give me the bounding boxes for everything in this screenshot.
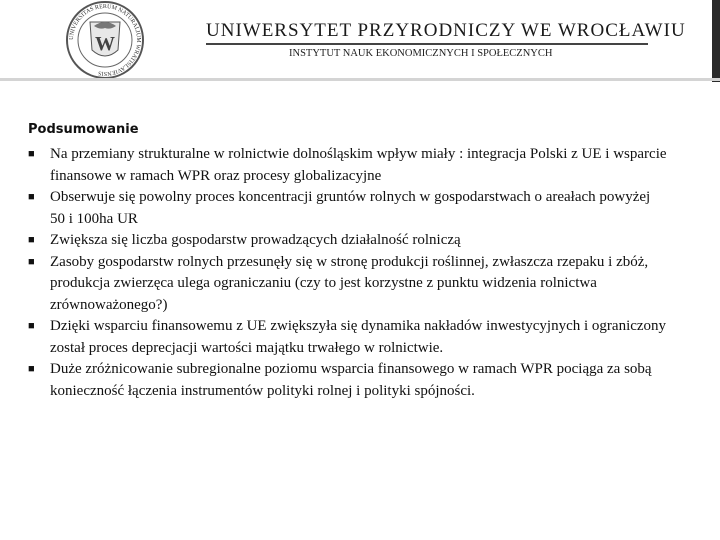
- bullet-item: [28, 252, 668, 317]
- square-bullet-icon: ■: [28, 320, 35, 332]
- bullet-item: [28, 187, 668, 230]
- square-bullet-icon: ■: [28, 191, 35, 203]
- square-bullet-icon: ■: [28, 234, 35, 246]
- logo-monogram: W: [95, 33, 115, 55]
- square-bullet-icon: ■: [28, 148, 35, 160]
- bullet-text: Dzięki wsparciu finansowemu z UE zwiększyła się dynamika nakładów inwestycyjnych i ograniczony został proces deprecjacji wartości majątku trwałego w rolnictwie.: [50, 318, 667, 356]
- header-bottom-rule: [0, 78, 720, 81]
- square-bullet-icon: ■: [28, 363, 35, 375]
- bullet-text: Na przemiany strukturalne w rolnictwie dolnośląskim wpływ miały : integracja Polski z UE i wsparcie finansowe w ramach WPR oraz procesy globalizacyjne: [50, 146, 667, 184]
- institute-name: INSTYTUT NAUK EKONOMICZNYCH I SPOŁECZNYCH: [289, 48, 553, 59]
- square-bullet-icon: ■: [28, 255, 35, 268]
- bullet-text: Zwiększa się liczba gospodarstw prowadzących działalność rolniczą: [50, 232, 461, 248]
- bullet-text: Duże zróżnicowanie subregionalne poziomu wsparcia finansowego w ramach WPR pociąga za sobą konieczność łączenia instrumentów polityki rolnej i polityki spójności.: [50, 361, 652, 399]
- header-edge-bar: [712, 0, 720, 82]
- bullet-text: Obserwuje się powolny proces koncentracji gruntów rolnych w gospodarstwach o areałach powyżej 50 i 100ha UR: [50, 189, 651, 227]
- bullet-text: Zasoby gospodarstw rolnych przesunęły się w stronę produkcji roślinnej, zwłaszcza rzepaku i zbóż, produkcja zwierzęca ulega ograniczaniu (czy to jest korzystne z punktu widzenia rolnictwa zrównoważonego?): [50, 253, 649, 313]
- bullet-item: [28, 359, 668, 402]
- summary-bullet-list: [28, 144, 668, 402]
- bullet-item: [28, 230, 668, 252]
- slide-header: [0, 0, 720, 82]
- university-name: UNIWERSYTET PRZYRODNICZY WE WROCŁAWIU: [206, 20, 686, 41]
- university-logo: [52, 0, 158, 80]
- bullet-item: [28, 316, 668, 359]
- section-title: Podsumowanie: [28, 122, 139, 137]
- header-divider: [206, 43, 648, 45]
- bullet-item: [28, 144, 668, 187]
- logo-ring-text: UNIVERSITAS RERUM NATURALIUM WRATISLAVIENSIS: [68, 3, 142, 77]
